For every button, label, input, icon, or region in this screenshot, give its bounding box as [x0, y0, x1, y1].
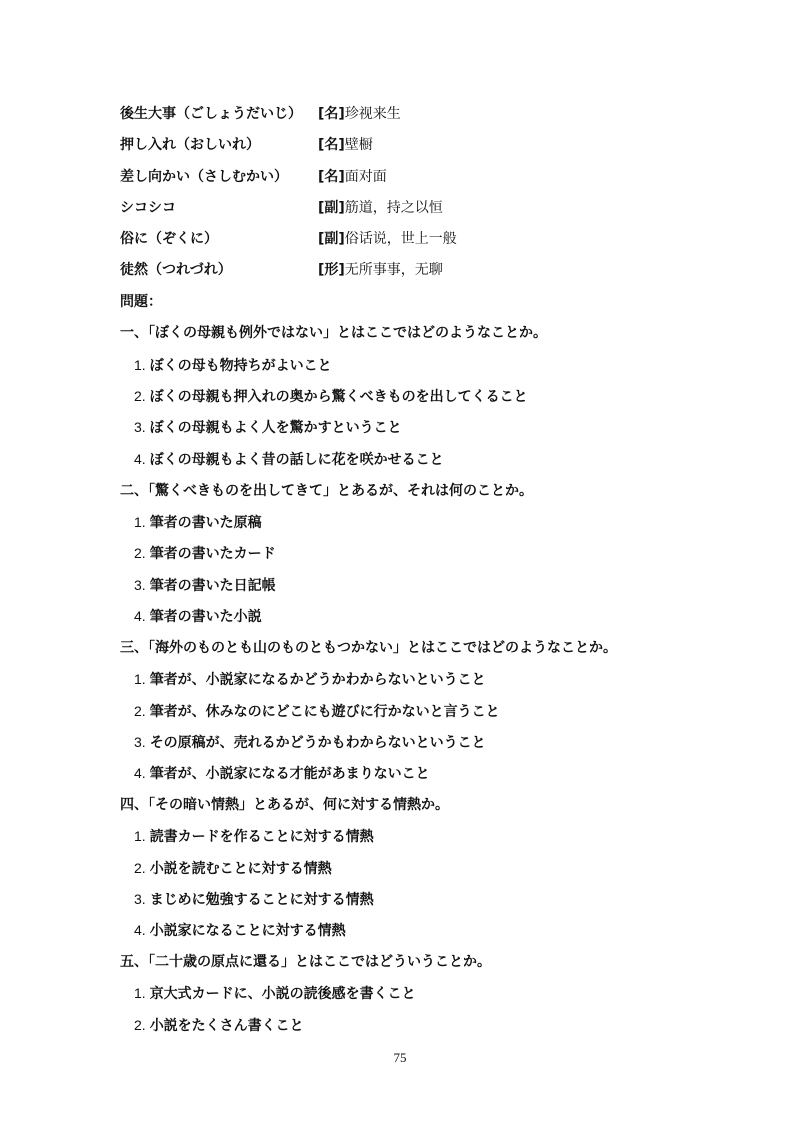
- vocab-term: 差し向かい（さしむかい）: [120, 169, 288, 185]
- option-text: まじめに勉強することに対する情熱: [149, 892, 374, 908]
- vocab-meaning: 面对面: [344, 169, 387, 185]
- option-text: その原稿が、売れるかどうかもわからないということ: [149, 735, 486, 751]
- option-text: ぼくの母親もよく昔の話しに花を咲かせること: [149, 452, 444, 468]
- option-text: ぼくの母も物持ちがよいこと: [149, 358, 332, 374]
- vocab-term: 後生大事（ごしょうだいじ）: [120, 106, 302, 122]
- option-text: 小説家になることに対する情熱: [149, 923, 346, 939]
- vocab-meaning: 筋道，持之以恒: [344, 200, 443, 216]
- question-text: 三、「海外のものとも山のものともつかない」とはここではどのようなことか。: [120, 640, 617, 656]
- option-number: 4.: [134, 922, 146, 938]
- vocab-pos: [318, 133, 373, 157]
- option-number: 2.: [134, 545, 146, 561]
- option-number: 4.: [134, 765, 146, 781]
- vocab-pos-tag: [名]: [318, 137, 345, 153]
- page-number: 75: [393, 1050, 407, 1065]
- option-text: ぼくの母親もよく人を驚かすということ: [149, 420, 402, 436]
- vocab-pos-tag: [副]: [318, 200, 345, 216]
- option-number: 2.: [134, 860, 146, 876]
- option-number: 3.: [134, 577, 146, 593]
- option-text: 筆者が、休みなのにどこにも遊びに行かないと言うこと: [149, 704, 500, 720]
- vocab-meaning: 俗话说，世上一般: [344, 231, 457, 247]
- vocab-pos-tag: [形]: [318, 262, 345, 278]
- question-text: 二、「驚くべきものを出してきて」とあるが、それは何のことか。: [120, 483, 533, 499]
- vocab-pos: [318, 165, 387, 189]
- vocab-meaning: 无所事事，无聊: [344, 262, 443, 278]
- option-number: 1.: [134, 985, 146, 1001]
- option-text: 小説を読むことに対する情熱: [149, 861, 332, 877]
- vocab-pos: [318, 227, 457, 251]
- option-number: 2.: [134, 1017, 146, 1033]
- option-number: 3.: [134, 891, 146, 907]
- option-text: 京大式カードに、小説の読後感を書くこと: [149, 986, 416, 1002]
- vocab-meaning: 壁橱: [344, 137, 373, 153]
- vocab-term: 俗に（ぞくに）: [120, 231, 218, 247]
- option-text: 小説をたくさん書くこと: [149, 1018, 304, 1034]
- vocab-pos: [318, 196, 443, 220]
- option-text: 筆者が、小説家になるかどうかわからないということ: [149, 672, 486, 688]
- option-text: ぼくの母親も押入れの奥から驚くべきものを出してくること: [149, 389, 528, 405]
- vocab-pos-tag: [名]: [318, 169, 345, 185]
- option-text: 筆者の書いた小説: [149, 609, 262, 625]
- vocab-term: シコシコ: [120, 200, 176, 216]
- option-number: 3.: [134, 419, 146, 435]
- option-text: 筆者が、小説家になる才能があまりないこと: [149, 766, 430, 782]
- option-number: 1.: [134, 357, 146, 373]
- vocab-pos-tag: [名]: [318, 106, 345, 122]
- option-number: 2.: [134, 388, 146, 404]
- vocab-pos-tag: [副]: [318, 231, 345, 247]
- option-number: 3.: [134, 734, 146, 750]
- option-text: 読書カードを作ることに対する情熱: [149, 829, 374, 845]
- vocab-pos: [318, 258, 443, 282]
- vocab-meaning: 珍视来生: [344, 106, 401, 122]
- question-text: 五、「二十歳の原点に還る」とはここではどういうことか。: [120, 954, 491, 970]
- option-text: 筆者の書いたカード: [149, 546, 276, 562]
- option-number: 1.: [134, 514, 146, 530]
- vocab-term: 押し入れ（おしいれ）: [120, 137, 260, 153]
- questions-heading: 問題：: [120, 294, 162, 310]
- option-number: 4.: [134, 451, 146, 467]
- option-number: 2.: [134, 703, 146, 719]
- option-text: 筆者の書いた原稿: [149, 515, 262, 531]
- option-text: 筆者の書いた日記帳: [149, 578, 276, 594]
- question-text: 四、「その暗い情熱」とあるが、何に対する情熱か。: [120, 797, 449, 813]
- vocab-term: 徒然（つれづれ）: [120, 262, 232, 278]
- option-number: 1.: [134, 671, 146, 687]
- option-number: 1.: [134, 828, 146, 844]
- vocab-pos: [318, 102, 401, 126]
- question-text: 一、「ぼくの母親も例外ではない」とはここではどのようなことか。: [120, 325, 547, 341]
- option-number: 4.: [134, 608, 146, 624]
